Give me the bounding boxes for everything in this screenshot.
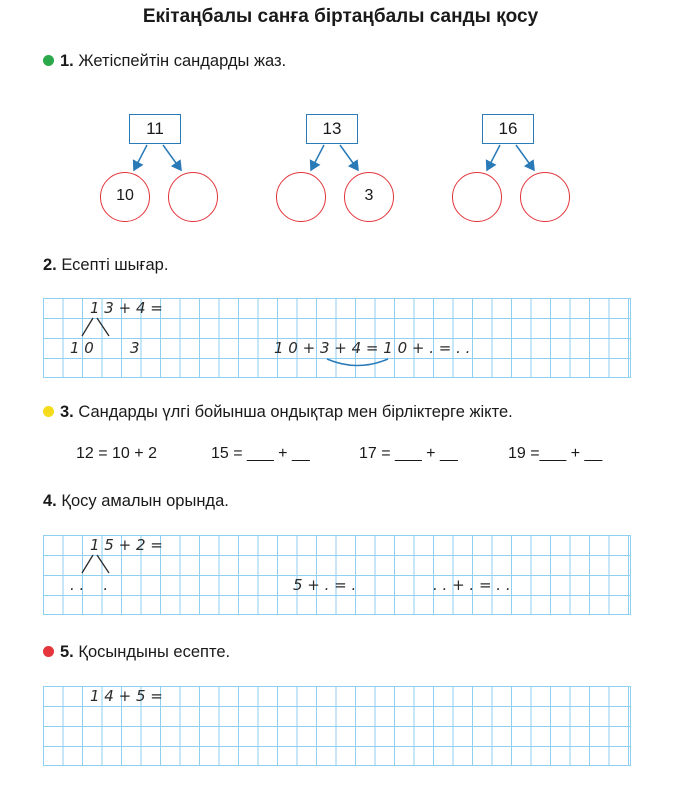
- task-3-item-15[interactable]: 15 = ___ + __: [211, 445, 310, 462]
- task-5-text: Қосындыны есепте.: [78, 643, 231, 661]
- tree-1-top-box: 11: [129, 114, 181, 144]
- task-4-split-answers: . . .: [70, 576, 109, 594]
- task-5-heading: [43, 643, 230, 662]
- yellow-dot-icon: [43, 406, 54, 417]
- task-4-number: 4.: [43, 492, 57, 510]
- task-3-text: Сандарды үлгі бойынша ондықтар мен бірліктерге жікте.: [78, 403, 513, 421]
- arrow-left: [311, 145, 324, 170]
- task-2-split-left: 1 0: [70, 339, 94, 357]
- task-3-heading: [43, 403, 513, 422]
- tree-2-top-box: 13: [306, 114, 358, 144]
- task-3-number: 3.: [60, 403, 74, 421]
- task-2-text: Есепті шығар.: [61, 256, 169, 274]
- task-2-split-lines: [75, 316, 135, 340]
- task-2-example: 1 3 + 4 =: [90, 299, 163, 317]
- task-4-example: 1 5 + 2 =: [90, 536, 163, 554]
- task-3-item-19[interactable]: 19 =___ + __: [508, 445, 603, 462]
- task-3-item-17[interactable]: 17 = ___ + __: [359, 445, 458, 462]
- arrow-right: [163, 145, 181, 170]
- page-title: Екітаңбалы санға біртаңбалы санды қосу: [142, 6, 539, 27]
- task-4-heading: [43, 492, 229, 511]
- task-2-heading: [43, 256, 168, 275]
- tree-1-right-circle[interactable]: [168, 172, 218, 222]
- task-5-example: 1 4 + 5 =: [90, 687, 163, 705]
- task-2-solution: 1 0 + 3 + 4 = 1 0 + . = . .: [274, 339, 471, 357]
- task-4-equation-1: 5 + . = .: [293, 576, 357, 594]
- arrow-left: [134, 145, 147, 170]
- task-4-text: Қосу амалын орында.: [61, 492, 229, 510]
- red-dot-icon: [43, 646, 54, 657]
- task-4-split-lines: [75, 553, 135, 577]
- tree-3-left-circle[interactable]: [452, 172, 502, 222]
- task-1-number: 1.: [60, 52, 74, 70]
- task-5-number: 5.: [60, 643, 74, 661]
- tree-2-left-circle[interactable]: [276, 172, 326, 222]
- tree-2-right-circle[interactable]: 3: [344, 172, 394, 222]
- task-2-brace-arc: [324, 356, 394, 372]
- task-2-number: 2.: [43, 256, 57, 274]
- arrow-right: [340, 145, 358, 170]
- task-4-equation-2: . . + . = . .: [433, 576, 511, 594]
- task-3-example: 12 = 10 + 2: [76, 445, 157, 462]
- tree-3-right-circle[interactable]: [520, 172, 570, 222]
- task-1-text: Жетіспейтін сандарды жаз.: [78, 52, 287, 70]
- arrow-left: [487, 145, 500, 170]
- task-2-split-right: 3: [130, 339, 140, 357]
- arrow-right: [516, 145, 534, 170]
- tree-3-top-box: 16: [482, 114, 534, 144]
- tree-1-left-circle[interactable]: 10: [100, 172, 150, 222]
